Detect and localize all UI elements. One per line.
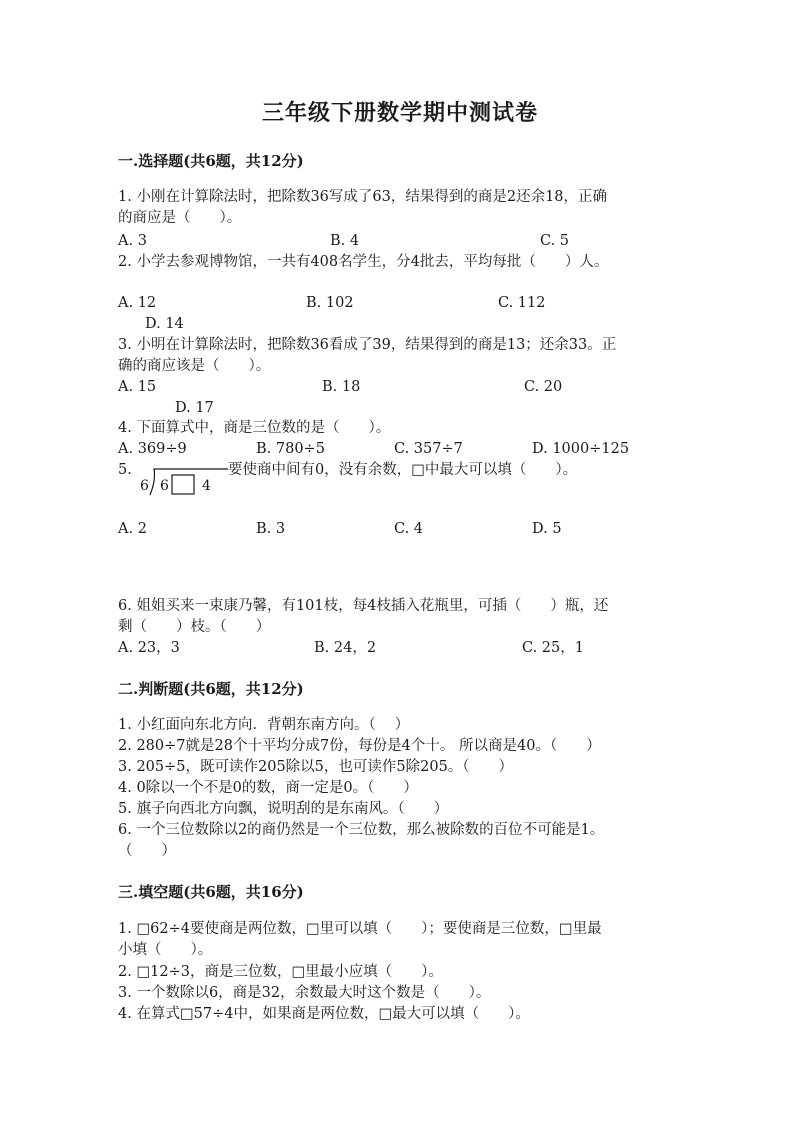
division-digit: 4 (202, 478, 211, 494)
question-text: 4. 下面算式中，商是三位数的是（ ）。 (118, 420, 391, 436)
question-text: 剩（ ）枝。（ ） (118, 619, 271, 635)
division-digit: 6 (160, 478, 169, 494)
question-text: 6. 一个三位数除以2的商仍然是一个三位数，那么被除数的百位不可能是1。 (118, 822, 605, 838)
question-text: 5. 旗子向西北方向飘，说明刮的是东南风。（ ） (118, 801, 449, 817)
question-text: （ ） (118, 843, 176, 859)
option: B. 780÷5 (256, 441, 325, 457)
question-text: 3. 205÷5，既可读作205除以5，也可读作5除205。（ ） (118, 759, 514, 775)
question-text: 2. □12÷3，商是三位数，□里最小应填（ ）。 (118, 964, 443, 980)
option: C. 357÷7 (394, 441, 463, 457)
option: A. 2 (118, 521, 147, 537)
question-text: 2. 280÷7就是28个十平均分成7份，每份是4个十。 所以商是40。（ ） (118, 738, 601, 754)
option: A. 15 (118, 379, 157, 395)
question-text: 1. □62÷4要使商是两位数，□里可以填（ ）；要使商是三位数，□里最 (118, 921, 602, 937)
option: B. 3 (256, 521, 286, 537)
option: A. 23，3 (118, 640, 180, 656)
option: D. 17 (175, 400, 214, 416)
question-text: 3. 小明在计算除法时，把除数36看成了39，结果得到的商是13；还余33。正 (118, 337, 617, 353)
option: C. 5 (540, 233, 570, 249)
option: B. 102 (306, 295, 354, 311)
option: A. 3 (118, 233, 147, 249)
question-text: 1. 小红面向东北方向．背朝东南方向。（ ） (118, 717, 410, 733)
long-division-figure (130, 466, 230, 496)
option: D. 5 (532, 521, 562, 537)
question-text: 的商应是（ ）。 (118, 210, 242, 226)
question-text: 小填（ ）。 (118, 942, 213, 958)
option: D. 1000÷125 (532, 441, 630, 457)
question-text: 要使商中间有0，没有余数，□中最大可以填（ ）。 (228, 462, 578, 478)
question-text: 2. 小学去参观博物馆，一共有408名学生，分4批去，平均每批（ ）人。 (118, 254, 609, 270)
option: D. 14 (145, 316, 184, 332)
option: B. 18 (322, 379, 361, 395)
question-text: 4. 0除以一个不是0的数，商一定是0。（ ） (118, 780, 418, 796)
question-text: 6. 姐姐买来一束康乃馨，有101枝，每4枝插入花瓶里，可插（ ）瓶，还 (118, 598, 609, 614)
option: B. 4 (330, 233, 360, 249)
section-heading-fill-blank: 三.填空题(共6题，共16分) (118, 883, 304, 901)
division-divisor: 6 (140, 478, 149, 494)
option: C. 112 (498, 295, 546, 311)
option: A. 369÷9 (118, 441, 187, 457)
question-text: 4. 在算式□57÷4中，如果商是两位数，□最大可以填（ ）。 (118, 1006, 530, 1022)
section-heading-choice: 一.选择题(共6题，共12分) (118, 152, 304, 170)
option: A. 12 (118, 295, 157, 311)
section-heading-judgement: 二.判断题(共6题，共12分) (118, 680, 304, 698)
option: C. 20 (524, 379, 563, 395)
exam-title: 三年级下册数学期中测试卷 (261, 100, 538, 126)
option: B. 24，2 (314, 640, 377, 656)
question-text: 3. 一个数除以6，商是32，余数最大时这个数是（ ）。 (118, 985, 491, 1001)
option: C. 25，1 (522, 640, 584, 656)
answer-box-icon (172, 475, 194, 494)
question-text: 1. 小刚在计算除法时，把除数36写成了63，结果得到的商是2还余18，正确 (118, 189, 608, 205)
question-text: 确的商应该是（ ）。 (118, 358, 271, 374)
question-number: 5. (118, 462, 132, 478)
option: C. 4 (394, 521, 424, 537)
